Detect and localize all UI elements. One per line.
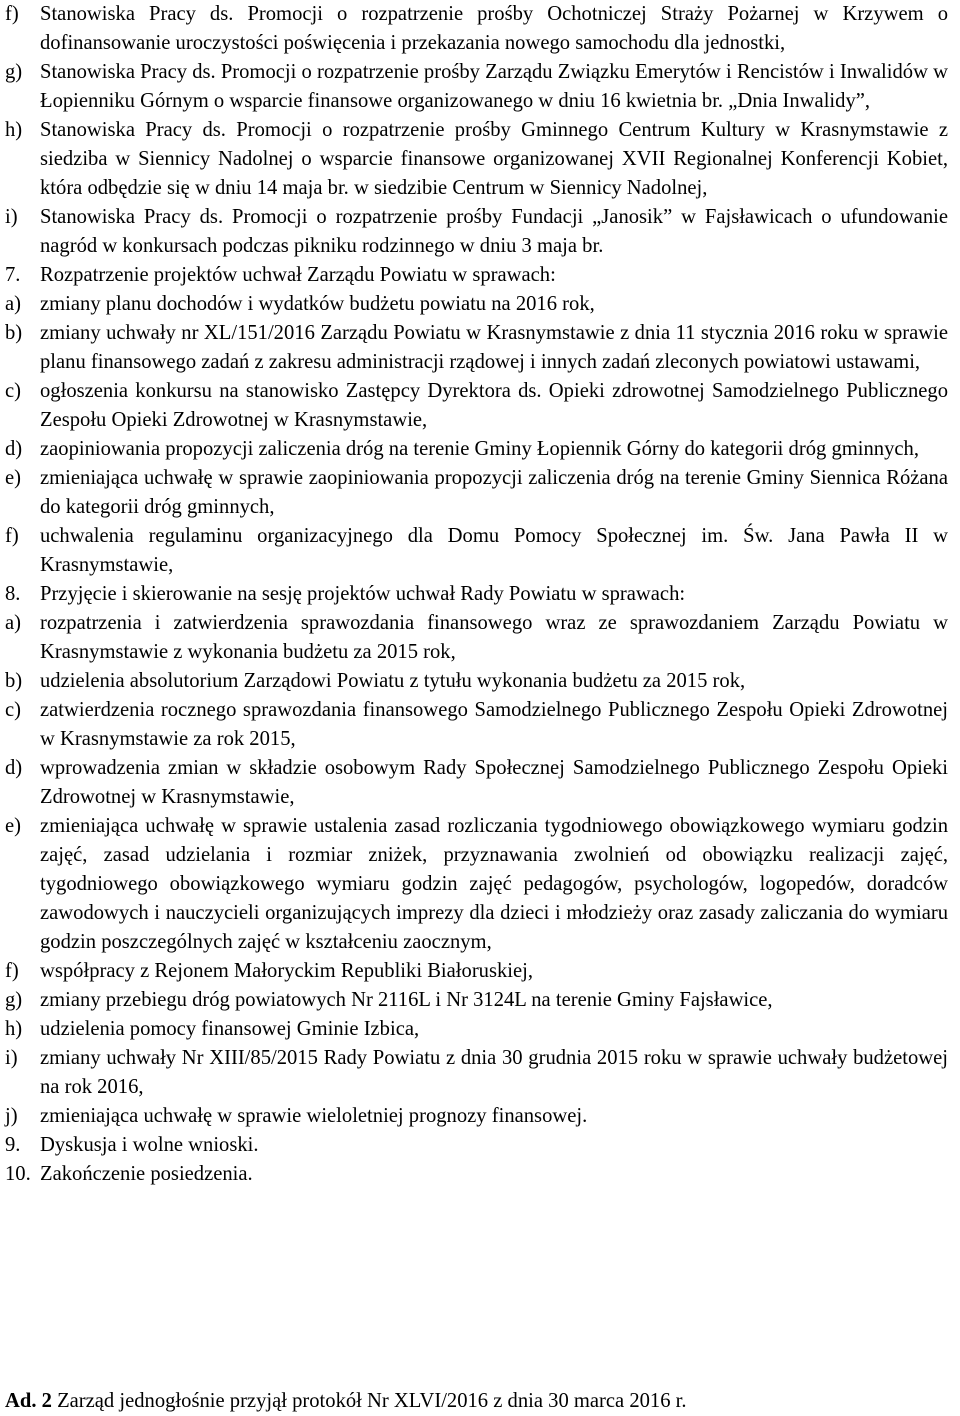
list-item bbox=[0, 435, 960, 464]
list-item bbox=[0, 464, 960, 522]
footer-label: Ad. 2 bbox=[5, 1390, 52, 1412]
item-label: g) bbox=[5, 61, 23, 83]
list-item bbox=[0, 812, 960, 957]
list-item bbox=[0, 1044, 960, 1102]
list-item bbox=[0, 696, 960, 754]
item-label: f) bbox=[5, 960, 19, 982]
item-text: zmieniająca uchwałę w sprawie ustalenia zasad rozliczania tygodniowego obowiązkowego wymiaru godzin zajęć, zasad udzielania i rozmiar zniżek, przyznawania zwolnień od obowiązku realizacji zajęć, tygodniowego obowiązkowego wymiaru godzin zajęć pedagogów, psychologów, logopedów, doradców zawodowych i nauczycieli organizujących imprezy dla dzieci i młodzieży oraz zasady zaliczania do wymiaru godzin poszczególnych zajęć w kształceniu zaocznym, bbox=[40, 815, 948, 953]
item-label: g) bbox=[5, 989, 23, 1011]
item-label: h) bbox=[5, 119, 23, 141]
item-label: b) bbox=[5, 322, 23, 344]
section-heading bbox=[0, 1160, 960, 1189]
item-text: zmiany uchwały Nr XIII/85/2015 Rady Powiatu z dnia 30 grudnia 2015 roku w sprawie uchwały budżetowej na rok 2016, bbox=[40, 1047, 948, 1098]
item-label: c) bbox=[5, 380, 21, 402]
item-text: zatwierdzenia rocznego sprawozdania finansowego Samodzielnego Publicznego Zespołu Opieki Zdrowotnej w Krasnymstawie za rok 2015, bbox=[40, 699, 948, 750]
item-text: współpracy z Rejonem Małoryckim Republiki Białoruskiej, bbox=[40, 960, 534, 982]
item-label: d) bbox=[5, 757, 23, 779]
item-text: zmiany uchwały nr XL/151/2016 Zarządu Powiatu w Krasnymstawie z dnia 11 stycznia 2016 roku w sprawie planu finansowego zadań z zakresu administracji rządowej i innych zadań zleconych powiatowi ustawami, bbox=[40, 322, 948, 373]
list-item bbox=[0, 0, 960, 58]
item-label: j) bbox=[5, 1105, 18, 1127]
item-text: Stanowiska Pracy ds. Promocji o rozpatrzenie prośby Ochotniczej Straży Pożarnej w Krzywem o dofinansowanie uroczystości poświęcenia i przekazania nowego samochodu dla jednostki, bbox=[40, 3, 948, 54]
item-label: c) bbox=[5, 699, 21, 721]
item-text: Dyskusja i wolne wnioski. bbox=[40, 1134, 259, 1156]
item-label: f) bbox=[5, 3, 19, 25]
section-heading bbox=[0, 1131, 960, 1160]
list-item bbox=[0, 1015, 960, 1044]
list-item bbox=[0, 754, 960, 812]
list-item bbox=[0, 290, 960, 319]
list-item bbox=[0, 609, 960, 667]
item-label: f) bbox=[5, 525, 19, 547]
list-item bbox=[0, 986, 960, 1015]
item-label: 10. bbox=[5, 1163, 31, 1185]
item-label: a) bbox=[5, 293, 21, 315]
protocol-note bbox=[5, 1387, 687, 1416]
item-text: zmieniająca uchwałę w sprawie zaopiniowania propozycji zaliczenia dróg na terenie Gminy Siennica Różana do kategorii dróg gminnych, bbox=[40, 467, 948, 518]
item-label: e) bbox=[5, 815, 21, 837]
section-heading bbox=[0, 580, 960, 609]
section-heading bbox=[0, 261, 960, 290]
item-label: e) bbox=[5, 467, 21, 489]
item-text: Stanowiska Pracy ds. Promocji o rozpatrzenie prośby Zarządu Związku Emerytów i Rencistów i Inwalidów w Łopienniku Górnym o wsparcie finansowe organizowanego w dniu 16 kwietnia br. „Dnia Inwalidy”, bbox=[40, 61, 948, 112]
footer-text: Zarząd jednogłośnie przyjął protokół Nr XLVI/2016 z dnia 30 marca 2016 r. bbox=[57, 1390, 687, 1412]
item-text: udzielenia pomocy finansowej Gminie Izbica, bbox=[40, 1018, 420, 1040]
item-text: Rozpatrzenie projektów uchwał Zarządu Powiatu w sprawach: bbox=[40, 264, 556, 286]
item-text: udzielenia absolutorium Zarządowi Powiatu z tytułu wykonania budżetu za 2015 rok, bbox=[40, 670, 746, 692]
item-label: 9. bbox=[5, 1134, 21, 1156]
list-item bbox=[0, 957, 960, 986]
item-label: i) bbox=[5, 206, 18, 228]
item-label: 7. bbox=[5, 264, 21, 286]
item-label: d) bbox=[5, 438, 23, 460]
item-text: Stanowiska Pracy ds. Promocji o rozpatrzenie prośby Fundacji „Janosik” w Fajsławicach o ufundowanie nagród w konkursach podczas pikniku rodzinnego w dniu 3 maja br. bbox=[40, 206, 948, 257]
item-text: rozpatrzenia i zatwierdzenia sprawozdania finansowego wraz ze sprawozdaniem Zarządu Powiatu w Krasnymstawie z wykonania budżetu za 2015 rok, bbox=[40, 612, 948, 663]
item-label: 8. bbox=[5, 583, 21, 605]
list-item bbox=[0, 319, 960, 377]
list-item bbox=[0, 377, 960, 435]
item-text: zmieniająca uchwałę w sprawie wieloletniej prognozy finansowej. bbox=[40, 1105, 588, 1127]
item-label: a) bbox=[5, 612, 21, 634]
list-item bbox=[0, 58, 960, 116]
item-text: Stanowiska Pracy ds. Promocji o rozpatrzenie prośby Gminnego Centrum Kultury w Krasnymstawie z siedziba w Siennicy Nadolnej o wsparcie finansowe organizowanej XVII Regionalnej Konferencji Kobiet, która odbędzie się w dniu 14 maja br. w siedzibie Centrum w Siennicy Nadolnej, bbox=[40, 119, 948, 199]
list-item bbox=[0, 116, 960, 203]
item-label: h) bbox=[5, 1018, 23, 1040]
item-text: zaopiniowania propozycji zaliczenia dróg na terenie Gminy Łopiennik Górny do kategorii dróg gminnych, bbox=[40, 438, 919, 460]
item-text: ogłoszenia konkursu na stanowisko Zastępcy Dyrektora ds. Opieki zdrowotnej Samodzielnego Publicznego Zespołu Opieki Zdrowotnej w Krasnymstawie, bbox=[40, 380, 948, 431]
list-item bbox=[0, 1102, 960, 1131]
item-text: uchwalenia regulaminu organizacyjnego dla Domu Pomocy Społecznej im. Św. Jana Pawła II w Krasnymstawie, bbox=[40, 525, 948, 576]
item-label: b) bbox=[5, 670, 23, 692]
item-text: Przyjęcie i skierowanie na sesję projektów uchwał Rady Powiatu w sprawach: bbox=[40, 583, 686, 605]
item-text: Zakończenie posiedzenia. bbox=[40, 1163, 253, 1185]
item-text: zmiany przebiegu dróg powiatowych Nr 2116L i Nr 3124L na terenie Gminy Fajsławice, bbox=[40, 989, 773, 1011]
item-text: wprowadzenia zmian w składzie osobowym Rady Społecznej Samodzielnego Publicznego Zespołu Opieki Zdrowotnej w Krasnymstawie, bbox=[40, 757, 948, 808]
list-item bbox=[0, 203, 960, 261]
item-label: i) bbox=[5, 1047, 18, 1069]
item-text: zmiany planu dochodów i wydatków budżetu powiatu na 2016 rok, bbox=[40, 293, 595, 315]
list-item bbox=[0, 667, 960, 696]
list-item bbox=[0, 522, 960, 580]
